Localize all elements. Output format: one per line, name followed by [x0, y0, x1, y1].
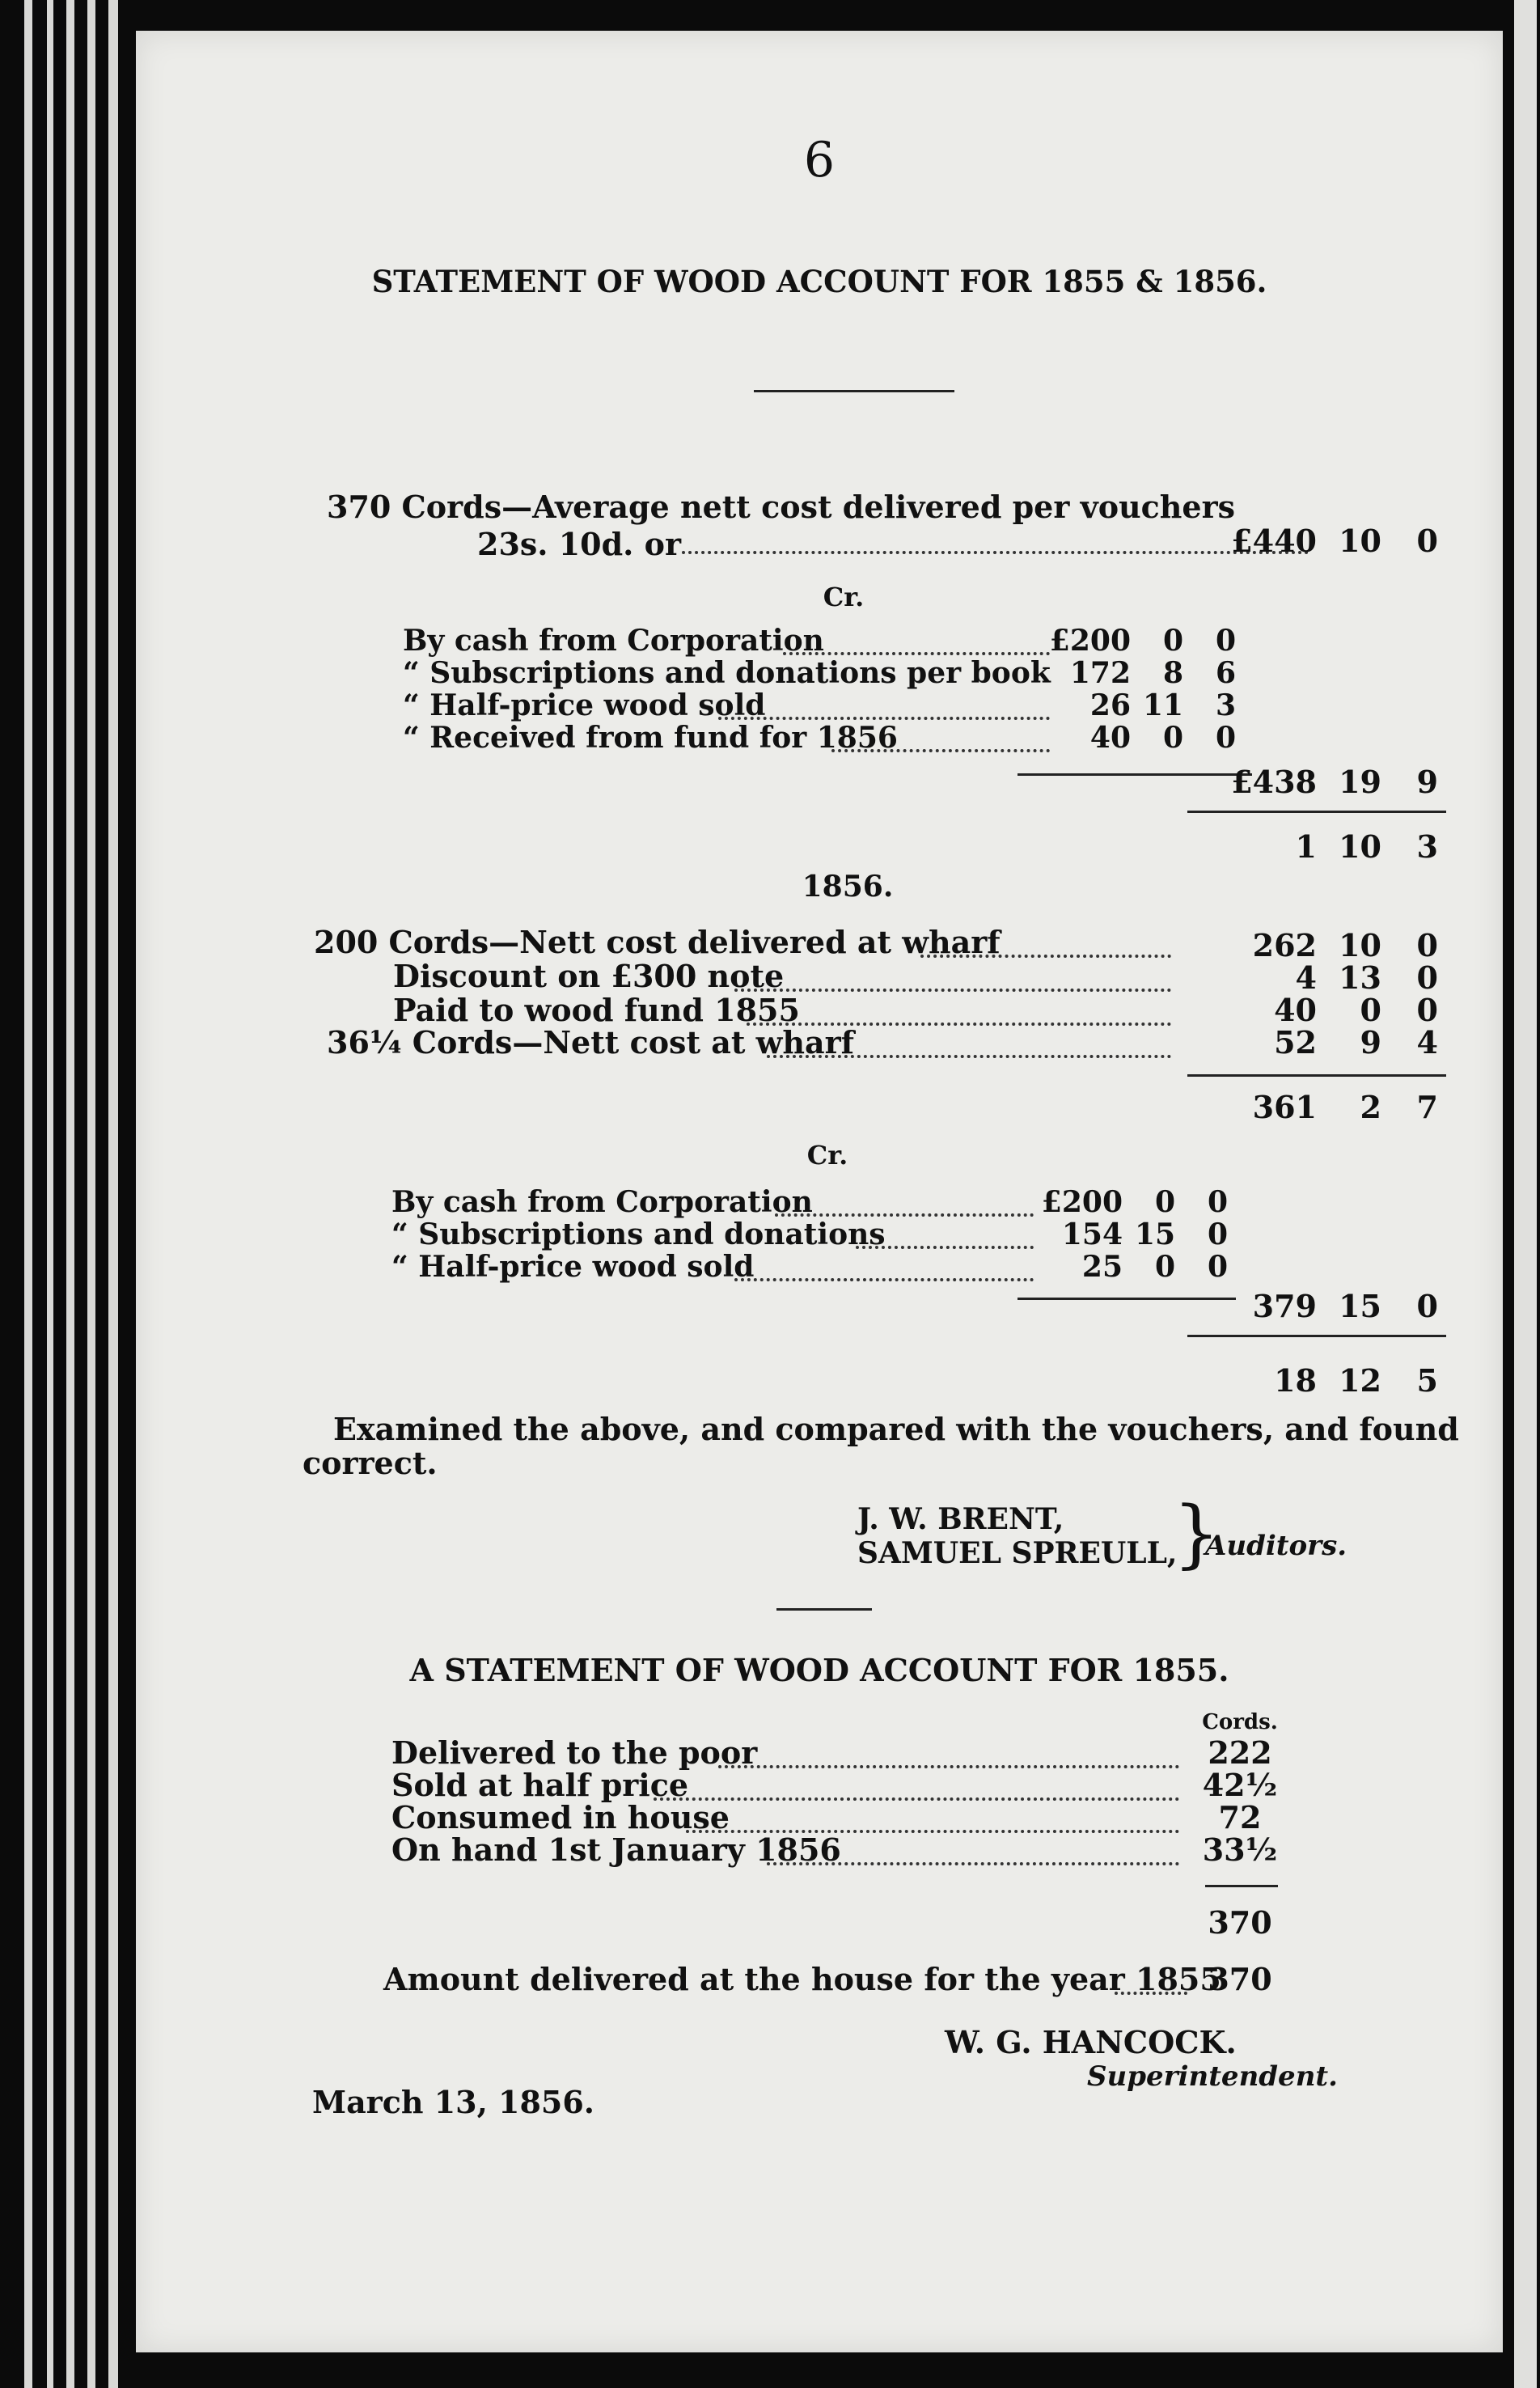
page	[136, 31, 1503, 2352]
cr-row-pounds: £200	[1041, 1185, 1123, 1219]
leader-dots	[775, 1213, 1034, 1217]
year-heading: 1856.	[802, 870, 894, 904]
cr-row-pounds: 40	[1089, 721, 1131, 755]
cr-heading: Cr.	[806, 1140, 848, 1171]
total-rule	[1187, 811, 1446, 813]
cr-row-label: “ Subscriptions and donations per book	[403, 656, 1051, 690]
statement-total: 370	[1208, 1904, 1272, 1941]
total-pounds: 361	[1252, 1089, 1317, 1125]
balance-shillings: 10	[1339, 828, 1381, 865]
cr-row-pounds: £200	[1049, 624, 1131, 658]
row-label: Discount on £300 note	[393, 958, 785, 994]
balance-shillings: 12	[1339, 1362, 1381, 1399]
cr-row-pence: 0	[1215, 624, 1236, 658]
statement-row-label: Consumed in house	[391, 1799, 730, 1835]
document-date: March 13, 1856.	[312, 2084, 595, 2120]
auditors-role: Auditors.	[1205, 1530, 1348, 1562]
cr-total-shillings: 19	[1339, 764, 1381, 800]
cr-heading: Cr.	[823, 582, 865, 612]
examined-text: Examined the above, and compared with the vouchers, and found	[333, 1411, 1459, 1447]
book-edge	[108, 0, 118, 2388]
cr-row-shillings: 0	[1154, 1185, 1175, 1219]
statement-row-value: 222	[1208, 1734, 1272, 1771]
balance-pounds: 18	[1274, 1362, 1317, 1399]
cr-row-label: By cash from Corporation	[391, 1185, 813, 1219]
amount-pence: 0	[1416, 523, 1438, 559]
total-rule	[1187, 1335, 1446, 1337]
amount-delivered-value: 370	[1208, 1961, 1272, 1997]
statement-row-value: 42½	[1202, 1767, 1278, 1803]
row-label: Paid to wood fund 1855	[393, 992, 800, 1028]
leader-dots	[856, 1246, 1034, 1249]
row-pence: 0	[1416, 992, 1438, 1028]
auditor-name: J. W. BRENT,	[857, 1502, 1064, 1536]
row-pounds: 40	[1274, 992, 1317, 1028]
brace: }	[1173, 1490, 1221, 1577]
leader-dots	[654, 1797, 1179, 1801]
book-edge	[24, 0, 32, 2388]
row-pounds: 52	[1274, 1024, 1317, 1061]
row-label: 36¼ Cords—Nett cost at wharf	[327, 1024, 854, 1061]
book-edge	[47, 0, 53, 2388]
cr-row-label: By cash from Corporation	[403, 624, 824, 658]
cr-row-shillings: 11	[1143, 688, 1184, 722]
statement-row-label: Sold at half price	[391, 1767, 689, 1803]
cr-row-pence: 3	[1215, 688, 1236, 722]
section-1855-line1: 370 Cords—Average nett cost delivered per vouchers	[327, 489, 1236, 525]
total-rule	[1187, 1074, 1446, 1077]
balance-pence: 3	[1416, 828, 1438, 865]
total-rule	[1205, 1885, 1278, 1887]
cr-row-label: “ Received from fund for 1856	[403, 721, 898, 755]
cr-row-pence: 0	[1207, 1217, 1228, 1251]
row-pence: 4	[1416, 1024, 1438, 1061]
cr-row-pence: 6	[1215, 656, 1236, 690]
page-title: STATEMENT OF WOOD ACCOUNT FOR 1855 & 1856.	[371, 264, 1267, 299]
row-shillings: 10	[1339, 927, 1381, 963]
cr-row-shillings: 0	[1154, 1250, 1175, 1284]
statement-row-label: On hand 1st January 1856	[391, 1831, 841, 1868]
row-pounds: 4	[1295, 959, 1317, 996]
cr-total-shillings: 15	[1339, 1288, 1381, 1324]
cr-row-shillings: 0	[1162, 721, 1183, 755]
row-pence: 0	[1416, 927, 1438, 963]
section-1855-line2: 23s. 10d. or	[477, 526, 682, 562]
cr-row-shillings: 8	[1162, 656, 1183, 690]
cr-row-pounds: 25	[1081, 1250, 1123, 1284]
leader-dots	[734, 1278, 1034, 1281]
signature-name: W. G. HANCOCK.	[945, 2024, 1237, 2060]
book-edge	[87, 0, 95, 2388]
leader-dots	[718, 717, 1050, 720]
statement-row-value: 72	[1218, 1799, 1262, 1835]
cr-row-shillings: 0	[1162, 624, 1183, 658]
cr-row-label: “ Subscriptions and donations	[391, 1217, 886, 1251]
cr-row-pence: 0	[1207, 1185, 1228, 1219]
statement-row-label: Delivered to the poor	[391, 1734, 758, 1771]
cr-row-pounds: 26	[1089, 688, 1131, 722]
column-header: Cords.	[1202, 1710, 1278, 1734]
right-page-edge	[1514, 0, 1537, 2388]
leader-dots	[1115, 1992, 1187, 1995]
cr-row-label: “ Half-price wood sold	[403, 688, 766, 722]
cr-row-shillings: 15	[1135, 1217, 1176, 1251]
total-shillings: 2	[1360, 1089, 1381, 1125]
cr-row-label: “ Half-price wood sold	[391, 1250, 755, 1284]
leader-dots	[920, 955, 1171, 958]
row-shillings: 13	[1339, 959, 1381, 996]
statement-title: A STATEMENT OF WOOD ACCOUNT FOR 1855.	[409, 1652, 1229, 1688]
balance-pounds: 1	[1295, 828, 1317, 865]
amount-shillings: 10	[1339, 523, 1381, 559]
cr-row-pounds: 154	[1061, 1217, 1123, 1251]
book-edge	[66, 0, 74, 2388]
row-pounds: 262	[1252, 927, 1317, 963]
leader-dots	[783, 652, 1050, 655]
balance-pence: 5	[1416, 1362, 1438, 1399]
row-shillings: 0	[1360, 992, 1381, 1028]
cr-total-pence: 9	[1416, 764, 1438, 800]
cr-row-pounds: 172	[1069, 656, 1131, 690]
leader-dots	[767, 1862, 1179, 1865]
cr-row-pence: 0	[1215, 721, 1236, 755]
row-pence: 0	[1416, 959, 1438, 996]
amount-pounds: £440	[1231, 523, 1317, 559]
cr-total-pounds: £438	[1231, 764, 1317, 800]
leader-dots	[767, 1055, 1171, 1058]
signature-title: Superintendent.	[1087, 2060, 1338, 2093]
total-pence: 7	[1416, 1089, 1438, 1125]
cr-row-pence: 0	[1207, 1250, 1228, 1284]
auditor-name: SAMUEL SPREULL,	[857, 1536, 1178, 1570]
section-rule	[776, 1608, 872, 1611]
statement-row-value: 33½	[1202, 1831, 1278, 1868]
examined-text-cont: correct.	[302, 1445, 438, 1481]
leader-dots	[718, 1765, 1179, 1768]
cr-total-pounds: 379	[1252, 1288, 1317, 1324]
row-label: 200 Cords—Nett cost delivered at wharf	[314, 924, 1001, 960]
cr-total-pence: 0	[1416, 1288, 1438, 1324]
amount-delivered-label: Amount delivered at the house for the year 1855	[383, 1961, 1221, 1997]
row-shillings: 9	[1360, 1024, 1381, 1061]
leader-dots	[734, 989, 1171, 992]
title-rule	[754, 390, 954, 392]
page-number: 6	[803, 132, 836, 188]
